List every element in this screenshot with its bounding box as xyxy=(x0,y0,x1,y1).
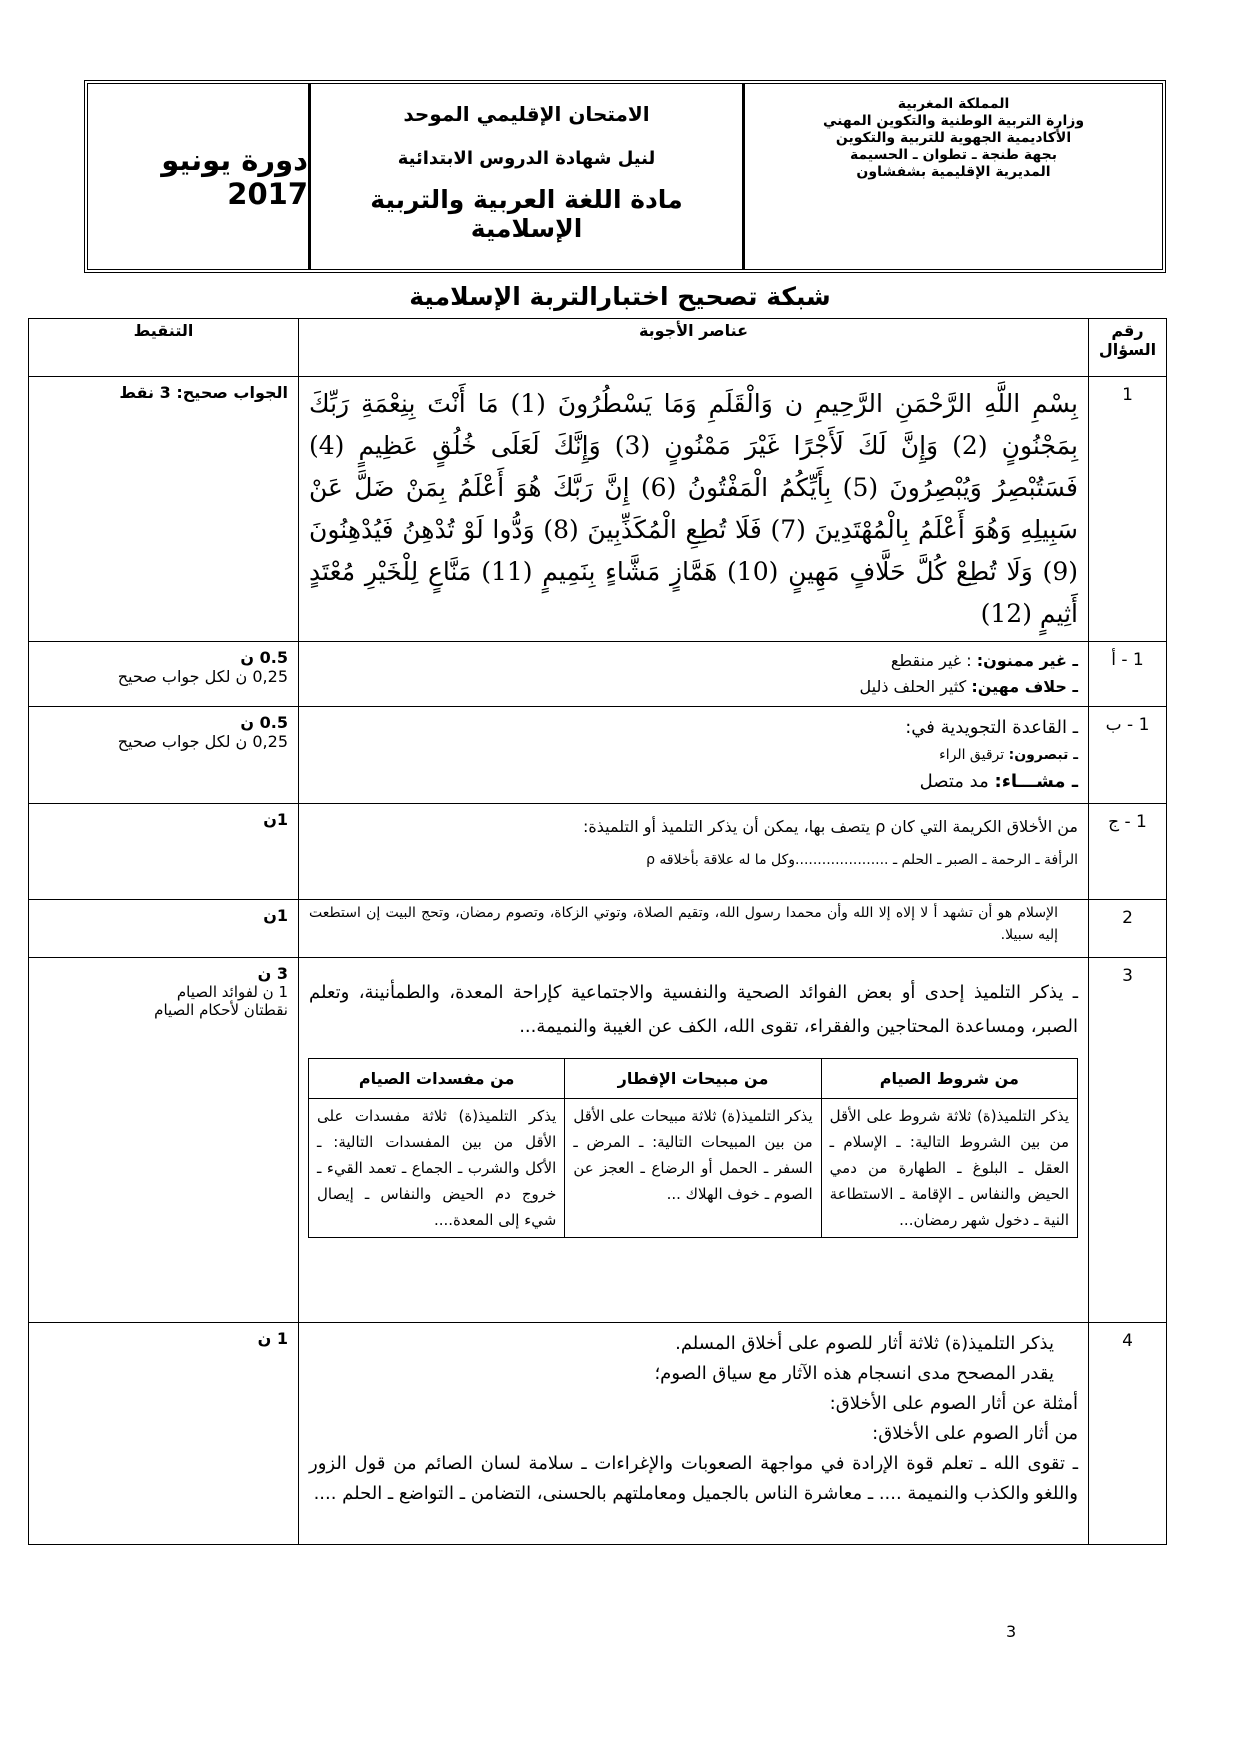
question-number: 1 xyxy=(1089,377,1167,642)
answer-line: الإسلام هو أن تشهد أ لا إلاه إلا الله وأن محمدا رسول الله، وتقيم الصلاة، وتوتي الزكاة، وتصوم رمضان، وتحج البيت إن استطعت إليه سبيلا. xyxy=(309,905,1058,943)
table-row xyxy=(29,804,1167,900)
term-label: ـ غير ممنون: xyxy=(976,651,1078,670)
score-note: 0,25 ن لكل جواب صحيح xyxy=(117,667,288,686)
answer-line: ـ يذكر التلميذ إحدى أو بعض الفوائد الصحية والنفسية والاجتماعية كإراحة المعدة، والطمأنينة، وتعلم الصبر، ومساعدة المحتاجين والفقراء، تقوى الله، الكف عن الغيبة والنميمة... xyxy=(309,982,1078,1037)
answer-line: ـ تقوى الله ـ تعلم قوة الإرادة في مواجهة الصعوبات والإغراءات ـ سلامة لسان الصائم من قول الزور واللغو والكذب والنميمة .... ـ معاشرة الناس بالجميل ومعاملتهم بالحسنى، التضامن ـ التواضع ـ الحلم .... xyxy=(309,1453,1078,1504)
term-meaning: كثير الحلف ذليل xyxy=(859,677,967,696)
table-row xyxy=(29,958,1167,1323)
score-cell xyxy=(29,958,299,1323)
term-label: ـ حلاف مهين: xyxy=(971,677,1078,696)
answer-line: من أثار الصوم على الأخلاق: xyxy=(872,1423,1078,1444)
answer-cell xyxy=(299,707,1089,804)
subject-name: مادة اللغة العربية والتربية الإسلامية xyxy=(370,185,683,243)
exam-header xyxy=(84,80,1166,273)
answer-cell xyxy=(299,377,1089,642)
table-row xyxy=(29,707,1167,804)
ministry-line: الأكاديمية الجهوية للتربية والتكوين xyxy=(835,130,1072,146)
table-row xyxy=(29,1323,1167,1545)
answer-line xyxy=(309,674,1078,700)
ministry-line: بجهة طنجة ـ تطوان ـ الحسيمة xyxy=(850,147,1057,163)
answer-cell xyxy=(299,958,1089,1323)
answer-line: من الأخلاق الكريمة التي كان ρ يتصف بها، يمكن أن يذكر التلميذ أو التلميذة: xyxy=(582,817,1078,836)
session-label: دورة يونيو 2017 xyxy=(161,142,308,211)
answer-line: ـ القاعدة التجويدية في: xyxy=(905,717,1078,738)
exam-title: الامتحان الإقليمي الموحد xyxy=(403,102,650,126)
term-label: ـ تبصرون: xyxy=(1008,747,1078,763)
page-number: 3 xyxy=(1006,1622,1017,1641)
score-note: نقطتان لأحكام الصيام xyxy=(154,1001,288,1019)
score-cell xyxy=(29,642,299,707)
header-conditions: من شروط الصيام xyxy=(821,1059,1077,1099)
inner-header-row xyxy=(309,1059,1078,1099)
question-number: 1 - ب xyxy=(1089,707,1167,804)
table-header-row xyxy=(29,319,1167,377)
question-number: 1 - ج xyxy=(1089,804,1167,900)
permits-cell: يذكر التلميذ(ة) ثلاثة مبيحات على الأقل من بين المبيحات التالية: ـ المرض ـ السفر ـ الحمل أو الرضاع ـ العجز عن الصوم ـ خوف الهلاك ... xyxy=(565,1099,821,1238)
score-value: 3 ن xyxy=(257,964,288,983)
conditions-cell: يذكر التلميذ(ة) ثلاثة شروط على الأقل من بين الشروط التالية: ـ الإسلام ـ العقل ـ البلوغ ـ الطهارة من دمي الحيض والنفاس ـ الإقامة ـ الاستطاعة النية ـ دخول شهر رمضان... xyxy=(821,1099,1077,1238)
inner-content-row xyxy=(309,1099,1078,1238)
answer-line: يذكر التلميذ(ة) ثلاثة أثار للصوم على أخلاق المسلم. xyxy=(675,1333,1054,1354)
question-number: 1 - أ xyxy=(1089,642,1167,707)
ministry-line: المديرية الإقليمية بشفشاون xyxy=(856,164,1051,180)
tajweed-rule: ترقيق الراء xyxy=(939,747,1005,763)
header-invalidators: من مفسدات الصيام xyxy=(309,1059,565,1099)
term-label: ـ مشـــاء: xyxy=(994,771,1078,792)
score-cell: 1ن xyxy=(29,900,299,958)
term-meaning: : غير منقطع xyxy=(890,651,972,670)
fasting-rules-table xyxy=(308,1058,1078,1238)
question-number: 4 xyxy=(1089,1323,1167,1545)
score-note: 0,25 ن لكل جواب صحيح xyxy=(117,732,288,751)
header-permits: من مبيحات الإفطار xyxy=(565,1059,821,1099)
ministry-block xyxy=(742,84,1162,269)
answer-line: أمثلة عن أثار الصوم على الأخلاق: xyxy=(829,1393,1078,1414)
answer-line xyxy=(309,743,1078,767)
score-note: 1 ن لفوائد الصيام xyxy=(176,983,288,1001)
answer-line xyxy=(309,648,1078,674)
score-value: 0.5 ن xyxy=(240,648,288,667)
score-cell: الجواب صحيح: 3 نقط xyxy=(29,377,299,642)
score-cell xyxy=(29,707,299,804)
answer-line: الرأفة ـ الرحمة ـ الصبر ـ الحلم ـ .....................وكل ما له علاقة بأخلاقه ρ xyxy=(646,852,1078,868)
session-block xyxy=(88,84,308,269)
invalidators-cell: يذكر التلميذ(ة) ثلاثة مفسدات على الأقل من بين المفسدات التالية: ـ الأكل والشرب ـ الجماع ـ تعمد القيء ـ خروج دم الحيض والنفاس ـ إيصال شيء إلى المعدة.... xyxy=(309,1099,565,1238)
answer-cell xyxy=(299,642,1089,707)
ministry-line: وزارة التربية الوطنية والتكوين المهني xyxy=(822,113,1085,129)
answer-line: يقدر المصحح مدى انسجام هذه الآثار مع سياق الصوم؛ xyxy=(654,1363,1054,1384)
table-row xyxy=(29,900,1167,958)
page-title: شبكة تصحيح اختبارالتربة الإسلامية xyxy=(409,282,831,311)
correction-table xyxy=(28,318,1167,1545)
score-value: 0.5 ن xyxy=(240,713,288,732)
table-row xyxy=(29,377,1167,642)
quran-text: بِسْمِ اللَّهِ الرَّحْمَنِ الرَّحِيمِ ن وَالْقَلَمِ وَمَا يَسْطُرُونَ (1) مَا أَنْتَ بِنِعْمَةِ رَبِّكَ بِمَجْنُونٍ (2) وَإِنَّ لَكَ لَأَجْرًا غَيْرَ مَمْنُونٍ (3) وَإِنَّكَ لَعَلَى خُلُقٍ عَظِيمٍ (4) فَسَتُبْصِرُ وَيُبْصِرُونَ (5) بِأَيِّكُمُ الْمَفْتُونُ (6) إِنَّ رَبَّكَ هُوَ أَعْلَمُ بِمَنْ ضَلَّ عَنْ سَبِيلِهِ وَهُوَ أَعْلَمُ بِالْمُهْتَدِينَ (7) فَلَا تُطِعِ الْمُكَذِّبِينَ (8) وَدُّوا لَوْ تُدْهِنُ فَيُدْهِنُونَ (9) وَلَا تُطِعْ كُلَّ حَلَّافٍ مَهِينٍ (10) هَمَّازٍ مَشَّاءٍ بِنَمِيمٍ (11) مَنَّاعٍ لِلْخَيْرِ مُعْتَدٍ أَثِيمٍ (12) xyxy=(309,389,1079,628)
header-score: التنقيط xyxy=(29,319,299,377)
score-cell: 1 ن xyxy=(29,1323,299,1545)
ministry-line: المملكة المغربية xyxy=(897,96,1010,112)
score-cell: 1ن xyxy=(29,804,299,900)
header-question-number: رقم السؤال xyxy=(1089,319,1167,377)
certificate-name: لنيل شهادة الدروس الابتدائية xyxy=(397,148,656,169)
header-answers: عناصر الأجوبة xyxy=(299,319,1089,377)
answer-cell xyxy=(299,900,1089,958)
answer-line xyxy=(309,767,1078,797)
exam-info-block xyxy=(308,84,742,269)
question-number: 2 xyxy=(1089,900,1167,958)
tajweed-rule: مد متصل xyxy=(919,771,989,792)
answer-cell xyxy=(299,1323,1089,1545)
question-number: 3 xyxy=(1089,958,1167,1323)
table-row xyxy=(29,642,1167,707)
answer-cell xyxy=(299,804,1089,900)
